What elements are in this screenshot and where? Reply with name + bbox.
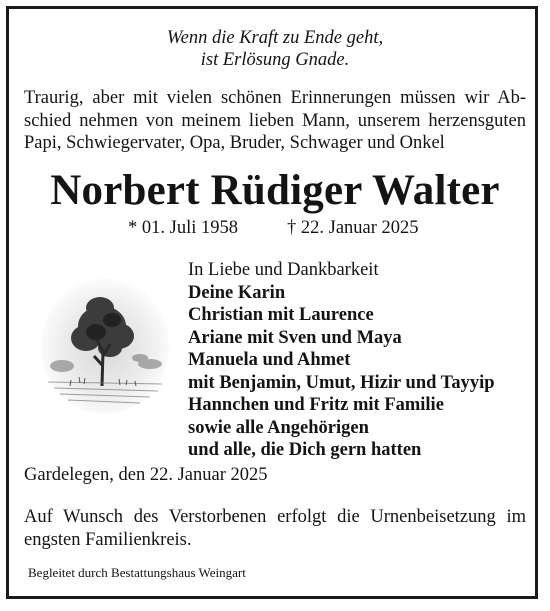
birth-date: * 01. Juli 1958: [128, 218, 238, 238]
place-and-date: Gardelegen, den 22. Januar 2025: [24, 465, 268, 485]
burial-notice: [24, 506, 526, 551]
quote-line-1: Wenn die Kraft zu Ende geht,: [166, 28, 384, 48]
family-opening: In Liebe und Dankbarkeit: [188, 260, 379, 280]
mourner-line: und alle, die Dich gern hatten: [188, 440, 422, 460]
intro-line-3: Papi, Schwiegervater, Opa, Bruder, Schwager und Onkel: [24, 133, 445, 153]
mourner-line: mit Benjamin, Umut, Hizir und Tayyip: [188, 372, 495, 393]
intro-line-1: Traurig, aber mit vielen schönen Erinnerungen müssen wir Ab-: [24, 88, 526, 108]
tree-landscape-illustration: [40, 274, 170, 416]
mourner-line: Hannchen und Fritz mit Familie: [188, 395, 444, 415]
family-list: [188, 259, 495, 462]
intro-text: [24, 87, 526, 155]
mourner-line: Christian mit Laurence: [188, 305, 374, 325]
mourner-line: sowie alle Angehörigen: [188, 417, 369, 438]
funeral-home-credit: Begleitet durch Bestattungshaus Weingart: [28, 565, 246, 580]
quote-line-2: ist Erlösung Gnade.: [200, 50, 350, 70]
mourner-line: Ariane mit Sven und Maya: [188, 327, 402, 348]
mourner-line: Manuela und Ahmet: [188, 350, 351, 370]
notice-line-2: engsten Familienkreis.: [24, 529, 192, 550]
notice-line-1: Auf Wunsch des Verstorbenen erfolgt die Urnenbeisetzung im: [24, 507, 526, 527]
mourner-line: Deine Karin: [188, 282, 286, 303]
deceased-name: Norbert Rüdiger Walter: [50, 167, 500, 214]
intro-line-2: schied nehmen von meinem lieben Mann, unserem herzensguten: [24, 110, 526, 131]
death-date: † 22. Januar 2025: [287, 218, 419, 238]
